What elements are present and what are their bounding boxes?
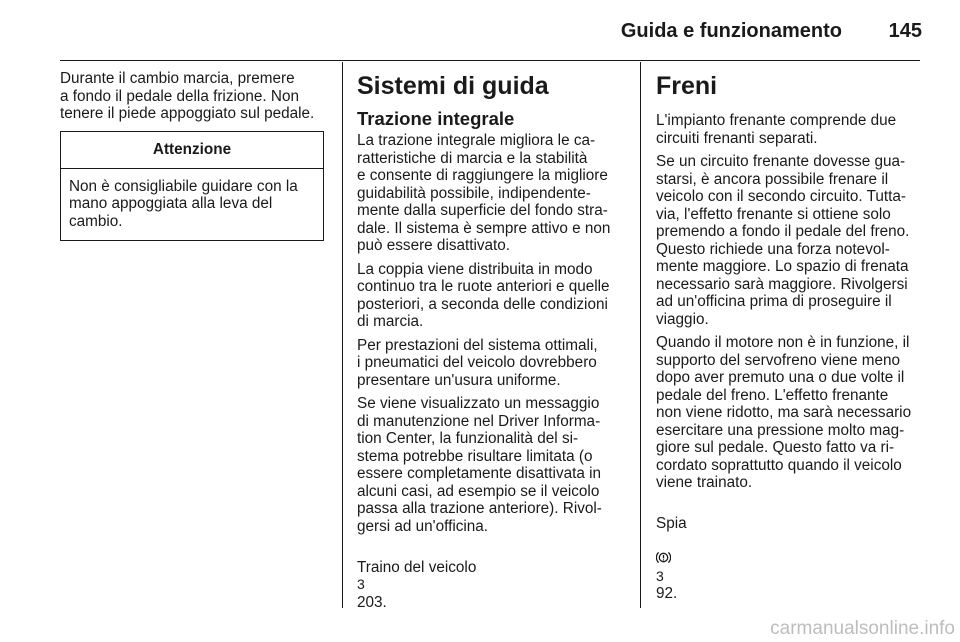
- paragraph: La coppia viene distribuita in modo continuo tra le ruote anteriori e quelle posteriori, a seconda delle condizioni di marcia.: [357, 260, 610, 330]
- column-right: [656, 70, 924, 609]
- xref-arrow-icon: 3: [357, 576, 365, 592]
- paragraph: Se un circuito frenante dovesse gua- starsi, è ancora possibile frenare il veicolo con il secondo circuito. Tutta- via, l'effetto frenante si ottiene solo premendo a fondo il pedale del freno. Questo richiede una forza notevol- mente maggiore. Lo spazio di frenata necessario sarà maggiore. Rivolgersi ad un'officina prima di proseguire il viaggio.: [656, 153, 910, 328]
- header-divider: [60, 60, 920, 61]
- paragraph: La trazione integrale migliora le ca- ratteristiche di marcia e la stabilità e consente di raggiungere la migliore guidabilità possibile, indipendente- mente dalla superficie del fondo stra- dale. Il sistema è sempre attivo e non può essere disattivato.: [357, 132, 611, 254]
- xref-arrow-icon: 3: [656, 567, 664, 584]
- subsection-heading: Trazione integrale: [357, 108, 515, 129]
- paragraph: Se viene visualizzato un messaggio di manutenzione nel Driver Informa- tion Center, la funzionalità del si- stema potrebbe risultare limitata (o essere completamente disattivata in alcuni casi, ad esempio se il veicolo passa alla trazione anteriore). Rivol- gersi ad un'officina.: [357, 395, 602, 535]
- brake-warning-lamp-icon: [656, 533, 671, 548]
- section-heading: Sistemi di guida: [357, 72, 549, 100]
- page-number: 145: [888, 20, 922, 42]
- cross-reference[interactable]: [357, 541, 625, 611]
- xref-page[interactable]: 203.: [357, 593, 387, 611]
- paragraph: Quando il motore non è in funzione, il supporto del servofreno viene meno dopo aver premuto una o due volte il pedale del freno. L'effetto frenante non viene ridotto, ma sarà necessario esercitare una pressione molto mag- giore sul pedale. Questo fatto va ri- cordato soprattutto quando il veicolo viene trainato.: [656, 334, 912, 491]
- watermark: carmanualsonline.info: [770, 618, 955, 639]
- paragraph: L'impianto frenante comprende due circuiti frenanti separati.: [656, 112, 897, 147]
- column-divider-right: [640, 62, 641, 608]
- column-middle: [357, 70, 625, 617]
- warning-box: [60, 131, 324, 242]
- cross-reference[interactable]: [656, 498, 924, 603]
- xref-page[interactable]: 92.: [656, 585, 678, 602]
- column-left: [60, 70, 326, 241]
- warning-title: Attenzione: [61, 132, 323, 169]
- warning-text: Non è consigliabile guidare con la mano appoggiata alla leva del cambio.: [69, 177, 298, 230]
- intro-paragraph: Durante il cambio marcia, premere a fondo il pedale della frizione. Non tenere il piede appoggiato sul pedale.: [60, 70, 315, 122]
- column-divider-left: [342, 62, 343, 608]
- xref-label: Traino del veicolo: [357, 558, 477, 576]
- section-heading: Freni: [656, 72, 718, 100]
- xref-label: Spia: [656, 515, 687, 532]
- header-title: Guida e funzionamento: [620, 20, 842, 42]
- paragraph: Per prestazioni del sistema ottimali, i pneumatici del veicolo dovrebbero presentare un'usura uniforme.: [357, 336, 598, 389]
